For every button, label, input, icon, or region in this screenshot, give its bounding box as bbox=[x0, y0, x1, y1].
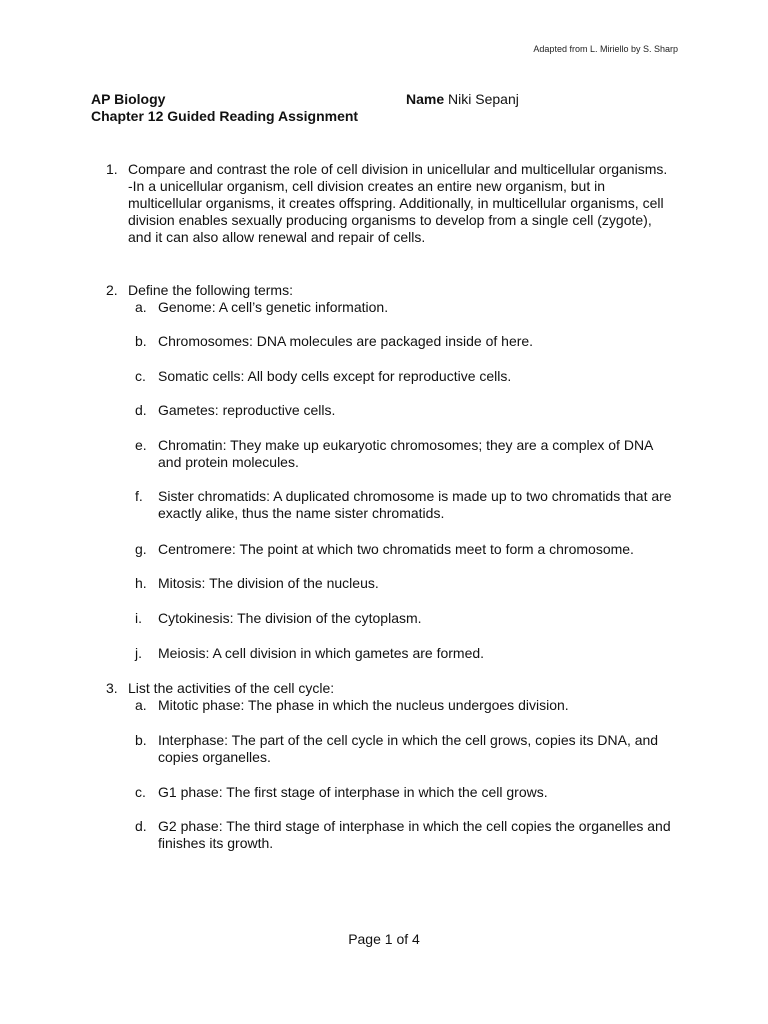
item-text: G1 phase: The first stage of interphase in which the cell grows. bbox=[158, 784, 548, 800]
item-letter: j. bbox=[135, 645, 142, 661]
item-text: Interphase: The part of the cell cycle in which the cell grows, copies its DNA, and copies organelles. bbox=[158, 732, 659, 765]
item-letter: c. bbox=[135, 368, 146, 384]
item-text: Genome: A cell’s genetic information. bbox=[158, 299, 389, 315]
header-left bbox=[91, 91, 358, 125]
question-prompt: Define the following terms: bbox=[128, 282, 293, 298]
name-label: Name bbox=[406, 91, 445, 107]
question-number: 1. bbox=[106, 161, 118, 177]
name-value: Niki Sepanj bbox=[448, 91, 519, 107]
question-answer: -In a unicellular organism, cell division creates an entire new organism, but in multicellular organisms, it creates offspring. Additionally, in multicellular organisms, cell division enables sexually producing organisms to develop from a single cell (zygote), and it can also allow renewal and repair of cells. bbox=[128, 178, 664, 245]
item-text: Sister chromatids: A duplicated chromosome is made up to two chromatids that are exactly alike, thus the name sister chromatids. bbox=[158, 488, 672, 521]
item-text: Somatic cells: All body cells except for reproductive cells. bbox=[158, 368, 512, 384]
assignment-title: Chapter 12 Guided Reading Assignment bbox=[91, 108, 359, 124]
item-letter: f. bbox=[135, 488, 143, 504]
credit-line: Adapted from L. Miriello by S. Sharp bbox=[533, 44, 678, 54]
item-letter: g. bbox=[135, 541, 147, 557]
course-title: AP Biology bbox=[91, 91, 166, 107]
item-text: Cytokinesis: The division of the cytoplasm. bbox=[158, 610, 422, 626]
student-name bbox=[406, 91, 519, 108]
item-text: Chromosomes: DNA molecules are packaged inside of here. bbox=[158, 333, 534, 349]
page-number: Page 1 of 4 bbox=[348, 931, 420, 947]
item-letter: c. bbox=[135, 784, 146, 800]
item-text: Gametes: reproductive cells. bbox=[158, 402, 336, 418]
question-number: 2. bbox=[106, 282, 118, 298]
item-letter: a. bbox=[135, 299, 147, 315]
question-prompt: List the activities of the cell cycle: bbox=[128, 680, 335, 696]
question-prompt: Compare and contrast the role of cell division in unicellular and multicellular organisms. bbox=[128, 161, 668, 177]
item-letter: d. bbox=[135, 402, 147, 418]
item-text: Mitosis: The division of the nucleus. bbox=[158, 575, 379, 591]
item-letter: i. bbox=[135, 610, 142, 626]
item-letter: d. bbox=[135, 818, 147, 834]
item-letter: a. bbox=[135, 697, 147, 713]
item-text: Meiosis: A cell division in which gametes are formed. bbox=[158, 645, 485, 661]
item-letter: b. bbox=[135, 732, 147, 748]
item-text: Mitotic phase: The phase in which the nucleus undergoes division. bbox=[158, 697, 569, 713]
question-number: 3. bbox=[106, 680, 118, 696]
item-letter: e. bbox=[135, 437, 147, 453]
item-text: Centromere: The point at which two chromatids meet to form a chromosome. bbox=[158, 541, 634, 557]
item-text: Chromatin: They make up eukaryotic chromosomes; they are a complex of DNA and protein molecules. bbox=[158, 437, 653, 470]
item-letter: h. bbox=[135, 575, 147, 591]
item-text: G2 phase: The third stage of interphase in which the cell copies the organelles and finishes its growth. bbox=[158, 818, 671, 851]
item-letter: b. bbox=[135, 333, 147, 349]
